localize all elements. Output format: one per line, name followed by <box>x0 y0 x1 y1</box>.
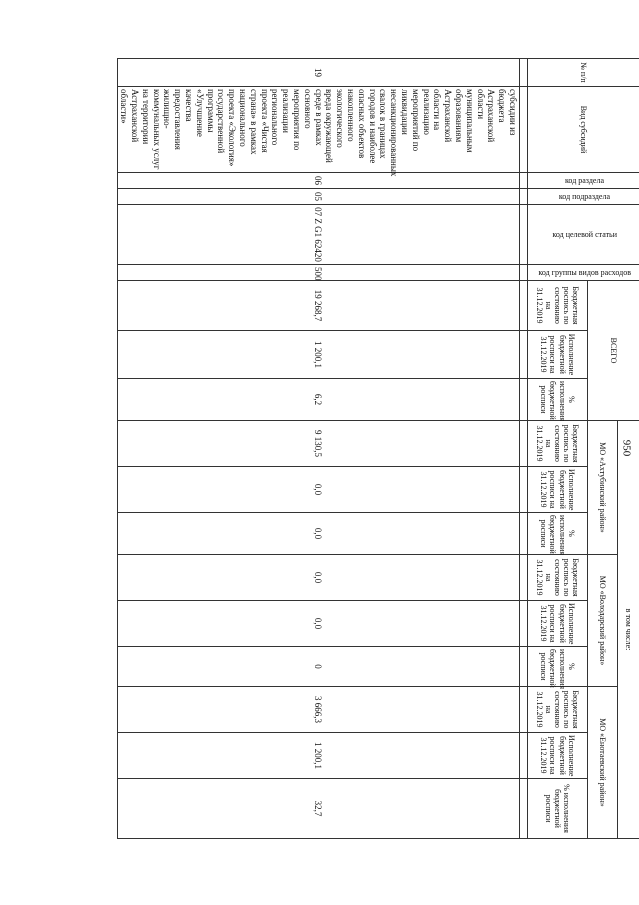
row-mo2-pct: 0 <box>117 647 519 687</box>
header-expense-group: код группы видов расходов <box>528 265 639 281</box>
page-number: 950 <box>620 439 633 457</box>
row-target-code: 07 Z G1 62420 <box>117 205 519 265</box>
header-mo1-budget: Бюджетная роспись по состоянию на 31.12.2019 <box>528 421 588 467</box>
header-total-budget: Бюджетная роспись по состоянию на 31.12.2019 <box>528 281 588 331</box>
row-total-budget: 19 268,7 <box>117 281 519 331</box>
header-mo-akhtubinsky: МО «Ахтубинский район» <box>588 421 618 555</box>
header-subsidy-type: Вид субсидий <box>528 87 639 173</box>
header-mo1-exec: Исполнение бюджетной росписи на 31.12.2019 <box>528 467 588 513</box>
header-total: ВСЕГО <box>588 281 639 421</box>
row-mo1-exec: 0,0 <box>117 467 519 513</box>
header-mo1-pct: % исполнения бюджетной росписи <box>528 513 588 555</box>
header-mo3-budget: Бюджетная роспись по состоянию на 31.12.2019 <box>528 687 588 733</box>
header-num: № п/п <box>528 59 639 87</box>
header-mo3-exec: Исполнение бюджетной росписи на 31.12.2019 <box>528 733 588 779</box>
row-total-exec: 1 200,1 <box>117 331 519 379</box>
row-expense-group: 500 <box>117 265 519 281</box>
budget-table <box>117 58 639 839</box>
table-row <box>117 59 519 839</box>
row-section: 06 <box>117 173 519 189</box>
budget-table-rotated <box>117 58 639 838</box>
header-mo-volodarsky: МО «Володарский район» <box>588 555 618 687</box>
header-mo-enotaevsky: МО «Енотаевский район» <box>588 687 618 839</box>
row-mo2-budget: 0,0 <box>117 555 519 601</box>
header-total-pct: % исполнения бюджетной росписи <box>528 379 588 421</box>
header-section-code: код раздела <box>528 173 639 189</box>
row-mo1-budget: 9 130,5 <box>117 421 519 467</box>
row-num: 19 <box>117 59 519 87</box>
row-total-pct: 6,2 <box>117 379 519 421</box>
header-mo2-exec: Исполнение бюджетной росписи на 31.12.2019 <box>528 601 588 647</box>
row-mo1-pct: 0,0 <box>117 513 519 555</box>
row-subsection: 05 <box>117 189 519 205</box>
header-including: в том числе: <box>618 421 639 839</box>
header-mo2-pct: % исполнения бюджетной росписи <box>528 647 588 687</box>
row-mo3-exec: 1 200,1 <box>117 733 519 779</box>
row-mo2-exec: 0,0 <box>117 601 519 647</box>
header-total-exec: Исполнение бюджетной росписи на 31.12.2019 <box>528 331 588 379</box>
row-description: субсидии из бюджета Астраханской области муниципальным образованиям Астраханской области на реализацию мероприятий по ликвидации несанкционированных свалок в границах городов и наиболее опасных объектов накопленного экологического вреда окружающей среде в рамках основного мероприятия по реализации регионального проекта «Чистая страна» в рамках национального проекта «Экология» государственной программы «Улучшение качества предоставления жилищно-коммунальных услуг на территории Астраханской области» <box>117 87 519 173</box>
header-subsection-code: код подраздела <box>528 189 639 205</box>
header-mo3-pct: % исполнения бюджетной росписи <box>528 779 588 839</box>
row-mo3-budget: 3 666,3 <box>117 687 519 733</box>
header-target-code: код целевой статьи <box>528 205 639 265</box>
row-mo3-pct: 32,7 <box>117 779 519 839</box>
header-mo2-budget: Бюджетная роспись по состоянию на 31.12.2019 <box>528 555 588 601</box>
